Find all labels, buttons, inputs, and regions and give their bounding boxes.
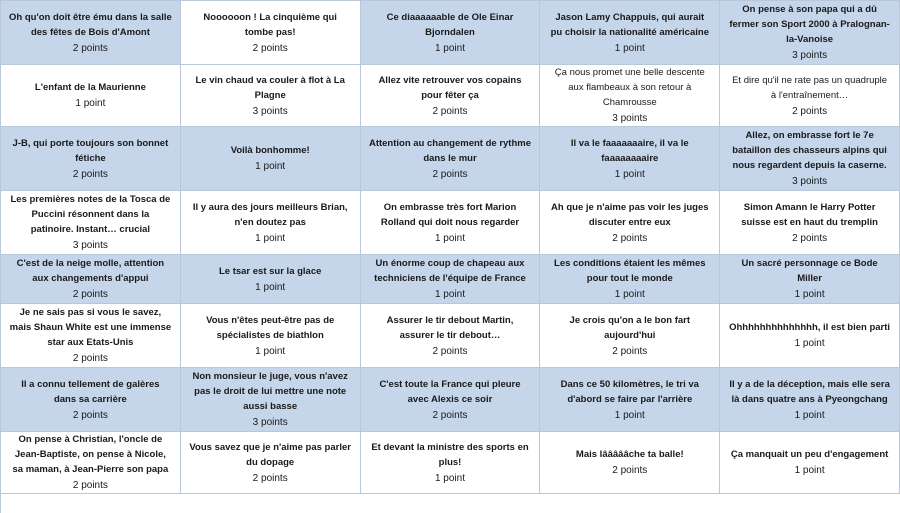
quote-text: Le vin chaud va couler à flot à La Plagne xyxy=(195,74,345,101)
quote-text: C'est de la neige molle, attention aux changements d'appui xyxy=(16,258,165,284)
quote-text: Jason Lamy Chappuis, qui aurait pu choisir la nationalité américaine xyxy=(550,11,709,38)
quote-text: Et dire qu'il ne rate pas un quadruple à l'entraînement… xyxy=(732,74,888,101)
grid-cell xyxy=(720,1,900,65)
points-value: 1 point xyxy=(794,465,825,476)
grid-cell xyxy=(181,127,361,191)
grid-cell xyxy=(1,127,181,191)
quote-text: Simon Amann le Harry Potter suisse est en haut du tremplin xyxy=(741,201,878,228)
grid-cell xyxy=(540,191,720,255)
points-value: 2 points xyxy=(72,409,108,421)
quote-text: Non monsieur le juge, vous n'avez pas le droit de lui mettre une note aussi basse xyxy=(192,371,348,412)
grid-cell xyxy=(540,255,720,304)
quote-text: Voilà bonhomme! xyxy=(230,145,310,156)
grid-cell xyxy=(361,304,541,368)
points-value: 1 point xyxy=(255,281,286,293)
grid-cell xyxy=(181,65,361,127)
quote-text: Assurer le tir debout Martin, assurer le tir debout… xyxy=(386,314,514,341)
grid-cell xyxy=(720,432,900,494)
points-value: 2 points xyxy=(612,232,648,244)
points-value: 1 point xyxy=(614,168,645,180)
points-value: 2 points xyxy=(432,168,468,180)
points-value: 3 points xyxy=(792,50,828,61)
points-value: 2 points xyxy=(72,168,108,180)
grid-cell xyxy=(181,255,361,304)
grid-cell xyxy=(361,255,541,304)
quote-text: On pense à son papa qui a dû fermer son Sport 2000 à Pralognan-la-Vanoise xyxy=(729,4,890,45)
points-value: 3 points xyxy=(612,113,648,124)
grid-cell xyxy=(720,65,900,127)
points-value: 1 point xyxy=(794,338,825,349)
quote-text: On pense à Christian, l'oncle de Jean-Baptiste, on pense à Nicole, sa maman, à Jean-Pierre son papa xyxy=(12,434,169,475)
grid-cell xyxy=(1,368,181,432)
quote-text: Oh qu'on doit être ému dans la salle des fêtes de Bois d'Amont xyxy=(9,11,172,38)
points-value: 1 point xyxy=(614,409,645,421)
quote-text: Je ne sais pas si vous le savez, mais Shaun White est une immense star aux Etats-Unis xyxy=(9,307,172,348)
quote-text: On embrasse très fort Marion Rolland qui doit nous regarder xyxy=(380,201,520,228)
quote-text: Ah que je n'aime pas voir les juges discuter entre eux xyxy=(551,201,709,228)
points-value: 3 points xyxy=(252,105,288,117)
grid-cell xyxy=(181,304,361,368)
points-value: 3 points xyxy=(72,240,108,251)
quote-text: Ça manquait un peu d'engagement xyxy=(730,449,889,460)
quote-text: Vous savez que je n'aime pas parler du dopage xyxy=(189,441,351,468)
quote-text: Le tsar est sur la glace xyxy=(218,265,322,277)
quote-text: C'est toute la France qui pleure avec Alexis ce soir xyxy=(379,378,521,405)
quote-text: Mais lâââââche ta balle! xyxy=(575,449,684,460)
quote-text: Les conditions étaient les mêmes pour tout le monde xyxy=(554,258,706,284)
grid-cell xyxy=(181,432,361,494)
grid-cell xyxy=(361,432,541,494)
points-value: 1 point xyxy=(614,42,645,54)
points-value: 1 point xyxy=(255,161,286,172)
quote-text: Il a connu tellement de galères dans sa carrière xyxy=(21,378,160,405)
quote-text: Il y a de la déception, mais elle sera là dans quatre ans à Pyeongchang xyxy=(729,378,890,405)
grid-cell xyxy=(720,255,900,304)
quote-text: Ce diaaaaaable de Ole Einar Bjorndalen xyxy=(386,11,514,38)
quote-text: Je crois qu'on a le bon fart aujourd'hui xyxy=(569,314,691,341)
points-value: 1 point xyxy=(434,289,465,300)
points-value: 1 point xyxy=(614,289,645,300)
points-value: 2 points xyxy=(72,42,108,54)
grid-cell xyxy=(361,368,541,432)
grid-cell xyxy=(361,1,541,65)
grid-cell xyxy=(1,191,181,255)
grid-cell xyxy=(720,127,900,191)
points-value: 1 point xyxy=(794,409,825,421)
quote-text: Il y aura des jours meilleurs Brian, n'en doutez pas xyxy=(192,201,348,228)
grid-cell xyxy=(181,368,361,432)
grid-cell xyxy=(181,191,361,255)
points-value: 2 points xyxy=(792,232,828,244)
points-value: 3 points xyxy=(792,176,828,187)
grid-cell xyxy=(361,65,541,127)
grid-cell xyxy=(720,304,900,368)
points-value: 3 points xyxy=(252,417,288,428)
quote-text: Les premières notes de la Tosca de Puccini résonnent dans la patinoire. Instant… crucial xyxy=(10,194,171,235)
points-value: 2 points xyxy=(72,353,108,364)
grid-cell xyxy=(361,127,541,191)
quote-text: Dans ce 50 kilomètres, le tri va d'abord se faire par l'arrière xyxy=(560,378,699,405)
grid-cell xyxy=(1,432,181,494)
points-value: 1 point xyxy=(255,232,286,244)
points-value: 2 points xyxy=(252,472,288,484)
points-value: 2 points xyxy=(432,345,468,357)
grid-cell xyxy=(1,65,181,127)
points-value: 1 point xyxy=(434,42,465,54)
quote-text: Il va le faaaaaaaire, il va le faaaaaaaaire xyxy=(570,137,689,164)
quote-text: L'enfant de la Maurienne xyxy=(34,82,146,93)
grid-cell xyxy=(540,432,720,494)
quote-text: J-B, qui porte toujours son bonnet fétiche xyxy=(12,137,169,164)
grid-cell xyxy=(720,191,900,255)
points-value: 2 points xyxy=(432,409,468,421)
grid-cell xyxy=(540,304,720,368)
quote-text: Ça nous promet une belle descente aux flambeaux à son retour à Chamrousse xyxy=(554,67,705,108)
points-value: 1 point xyxy=(434,472,465,484)
quote-text: Allez, on embrasse fort le 7e bataillon des chasseurs alpins qui nous regardent depuis la caserne. xyxy=(732,130,887,171)
points-value: 2 points xyxy=(72,289,108,300)
grid-cell xyxy=(1,304,181,368)
grid-cell xyxy=(1,1,181,65)
grid-cell xyxy=(720,368,900,432)
points-value: 2 points xyxy=(792,105,828,117)
grid-cell xyxy=(181,1,361,65)
quote-text: Attention au changement de rythme dans le mur xyxy=(368,137,532,164)
grid-cell xyxy=(540,65,720,127)
points-value: 2 points xyxy=(612,465,648,476)
points-value: 1 point xyxy=(75,98,106,109)
points-value: 2 points xyxy=(612,345,648,357)
quote-text: Allez vite retrouver vos copains pour fêter ça xyxy=(378,74,522,101)
quote-text: Et devant la ministre des sports en plus! xyxy=(371,441,529,468)
quote-text: Vous n'êtes peut-être pas de spécialistes de biathlon xyxy=(206,314,335,341)
grid-cell xyxy=(361,191,541,255)
quote-text: Noooooon ! La cinquième qui tombe pas! xyxy=(203,11,337,38)
grid-cell xyxy=(1,255,181,304)
quote-text: Un sacré personnage ce Bode Miller xyxy=(741,258,878,284)
points-value: 1 point xyxy=(794,289,825,300)
points-value: 2 points xyxy=(432,105,468,117)
grid-cell xyxy=(540,368,720,432)
points-value: 1 point xyxy=(434,232,465,244)
points-value: 2 points xyxy=(252,42,288,54)
points-value: 2 points xyxy=(72,480,108,491)
points-value: 1 point xyxy=(255,345,286,357)
quote-text: Ohhhhhhhhhhhhhh, il est bien parti xyxy=(729,322,891,333)
grid-cell xyxy=(540,127,720,191)
grid-cell xyxy=(540,1,720,65)
quote-text: Un énorme coup de chapeau aux techniciens de l'équipe de France xyxy=(374,258,526,284)
